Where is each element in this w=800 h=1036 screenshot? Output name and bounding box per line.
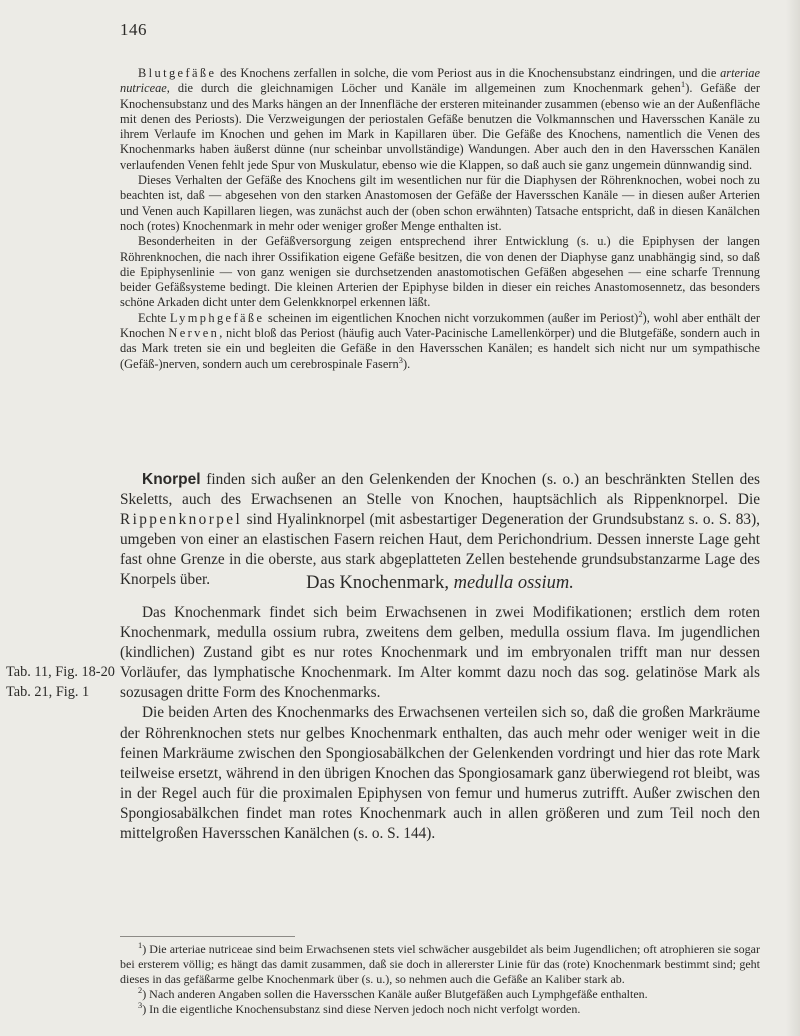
- section-heading: [120, 573, 760, 594]
- text-run: ).: [403, 356, 411, 371]
- footnotes: [120, 942, 760, 1017]
- text-run: ), wohl aber enthält der Knochen: [120, 310, 760, 341]
- text-run: scheinen im eigentlichen Knochen nicht vorzukommen (außer im Periost): [264, 310, 639, 325]
- footnote-ref: 2: [638, 308, 643, 319]
- paragraph-epiphysis: Besonderheiten in der Gefäßversorgung zeigen entsprechend ihrer Entwicklung (s. u.) die Epiphysen der langen Röhrenknochen, die nach ihrer Ossifikation eigene Gefäße besitzen, die von denen der Diaphyse ganz unabhängig sind, so daß die Epiphysenlinie — von ganz wenigen sie durchsetzenden anastomotischen Gefäßen abgesehen — eine scharfe Trennung beider Gefäßsysteme bedingt. Die kleinen Arterien der Epiphyse bilden in dieser ein reiches Anastomosennetz, das besonders schöne Arkaden dicht unter dem Gelenkknorpel erkennen läßt.: [120, 234, 760, 310]
- footnote-text: ) Nach anderen Angaben sollen die Haversschen Kanäle außer Blutgefäßen auch Lymphgefäße enthalten.: [142, 987, 648, 1001]
- spaced-term: Blutgefäße: [138, 66, 217, 80]
- text-run: finden sich außer an den Gelenkenden der Knochen (s. o.) an beschränkten Stellen des Skeletts, auch des Erwachsenen an Stelle von Knochen, hauptsächlich als Rippenknorpel. Die: [120, 471, 760, 509]
- footnote-number: 2: [138, 986, 143, 995]
- footnote-number: 3: [138, 1001, 143, 1010]
- paragraph-lymph-nerves: [120, 308, 760, 372]
- text-run: ). Gefäße der Knochensubstanz und des Marks hängen an der Innenfläche der ersteren miteinander zusammen (ebenso wie an der Außenfläche mit denen des Periosts). Die Verzweigungen der periostalen Gefäße benutzen die Volkmannschen und Haversschen Kanäle zu ihrem Verlaufe im Knochen und gehen im Mark in Kapillaren über. Die Gefäße des Knochens, namentlich die Venen des Knochenmarks haben äußerst dünne (nur scheinbar unvollständige) Wandungen. Aber auch den in den Haversschen Kanälen verlaufenden Venen fehlt jede Spur von Muskulatur, ebenso wie die Klappen, so daß auch sie ganz ungemein dünnwandig sind.: [120, 81, 761, 172]
- text-run: , die durch die gleichnamigen Löcher und Kanäle im allgemeinen zum Knochenmark gehen: [166, 81, 681, 96]
- run-in-heading: Knorpel: [142, 471, 201, 488]
- italic-term: arteriae nutriceae: [120, 66, 760, 96]
- paragraph-blood-vessels: [120, 66, 760, 173]
- text-run: sind Hyalinknorpel (mit asbestartiger Degeneration der Grundsubstanz s. o. S. 83), umgeben von einer an elastischen Fasern reichen Haut, dem Perichondrium. Dessen innerste Lage geht fast ohne Grenze in die oberste, aus stark abgeplatteten Zellen bestehende grundsubstanzarme Lage des Knorpels über.: [120, 511, 760, 589]
- footnote-number: 1: [138, 941, 143, 950]
- page-number: 146: [120, 20, 147, 39]
- spaced-term: Rippenknorpel: [120, 511, 243, 529]
- margin-reference: Tab. 11, Fig. 18-20: [6, 664, 115, 680]
- paragraph-marrow-distribution: Die beiden Arten des Knochenmarks des Erwachsenen verteilen sich so, daß die großen Markräume der Röhrenknochen stets nur gelbes Knochenmark enthalten, das auch mehr oder weniger weit in die feinen Markräume zwischen den Spongiosabälkchen der Gelenkenden vordringt und hier das rote Mark teilweise ersetzt, während in den übrigen Knochen das Spongiosamark ganz überwiegend rot bleibt, was in der Regel auch für die proximalen Epiphysen von femur und humerus zutrifft. Außer zwischen den Spongiosabälkchen findet man rotes Knochenmark auch in allen größeren und zum Teil noch den mittelgroßen Haversschen Kanälchen (s. o. S. 144).: [120, 704, 760, 843]
- page-edge-shadow: [786, 0, 800, 1036]
- footnote: [120, 987, 760, 1002]
- spaced-term: Nerven: [168, 326, 220, 341]
- footnote-ref: 1: [680, 79, 686, 90]
- text-run: Echte: [138, 310, 170, 325]
- footnote-text: ) Die arteriae nutriceae sind beim Erwachsenen stets viel schwächer ausgebildet als beim Jugendlichen; oft atrophieren sie sogar bei ersterem völlig; es hängt das damit zusammen, daß sie doch in allererster Linie für das (rote) Knochenmark bestimmt sind; geht dieses in das gefäßarme gelbe Knochenmark über (s. u.), so nehmen auch die Gefäße an Kaliber stark ab.: [120, 942, 760, 986]
- bone-marrow-section: [120, 603, 760, 844]
- footnote: [120, 1002, 760, 1017]
- spaced-term: Lymphgefäße: [169, 310, 265, 325]
- footnote-text: ) In die eigentliche Knochensubstanz sind diese Nerven jedoch noch nicht verfolgt worden.: [142, 1002, 581, 1016]
- heading-italic: medulla ossium.: [453, 573, 574, 593]
- footnote: [120, 942, 760, 987]
- footnote-rule: [120, 936, 295, 937]
- paragraph-marrow-types: Das Knochenmark findet sich beim Erwachsenen in zwei Modifikationen; erstlich dem roten Knochenmark, medulla ossium rubra, zweitens dem gelben, medulla ossium flava. Im jugendlichen (kindlichen) Zustand gibt es nur rotes Knochenmark und im embryonalen trifft man nur dessen Vorläufer, das lymphatische Knochenmark. Im Alter kommt dazu noch das sog. gelatinöse Mark als sozusagen dritte Form des Knochenmarks.: [120, 604, 760, 702]
- heading-text: Das Knochenmark,: [306, 573, 454, 593]
- margin-reference: Tab. 21, Fig. 1: [6, 684, 90, 700]
- text-run: , nicht bloß das Periost (häufig auch Vater-Pacinische Lamellenkörper) und die Blutgefäße, sondern auch in das Mark treten sie ein und begleiten die Gefäße in den Haversschen Kanälen; es handelt sich nicht nur um sympathische (Gefäß-)nerven, sondern auch um cerebrospinale Fasern: [120, 326, 760, 371]
- small-print-section: [120, 66, 760, 372]
- paragraph-diaphysis: Dieses Verhalten der Gefäße des Knochens gilt im wesentlichen nur für die Diaphysen der Röhrenknochen, wobei noch zu beachten ist, daß — abgesehen von den starken Anastomosen der Gefäße der Haversschen Kanäle — in diesen außer Arterien und Venen auch Kapillaren liegen, was zunächst auch der (oben schon erwähnten) Tatsache entspricht, daß in diesen Kanälchen noch (rotes) Knochenmark in mehr oder weniger großer Menge enthalten ist.: [120, 173, 760, 233]
- footnote-ref: 3: [398, 354, 403, 365]
- text-run: des Knochens zerfallen in solche, die vom Periost aus in die Knochensubstanz eindringen, und die: [216, 66, 721, 80]
